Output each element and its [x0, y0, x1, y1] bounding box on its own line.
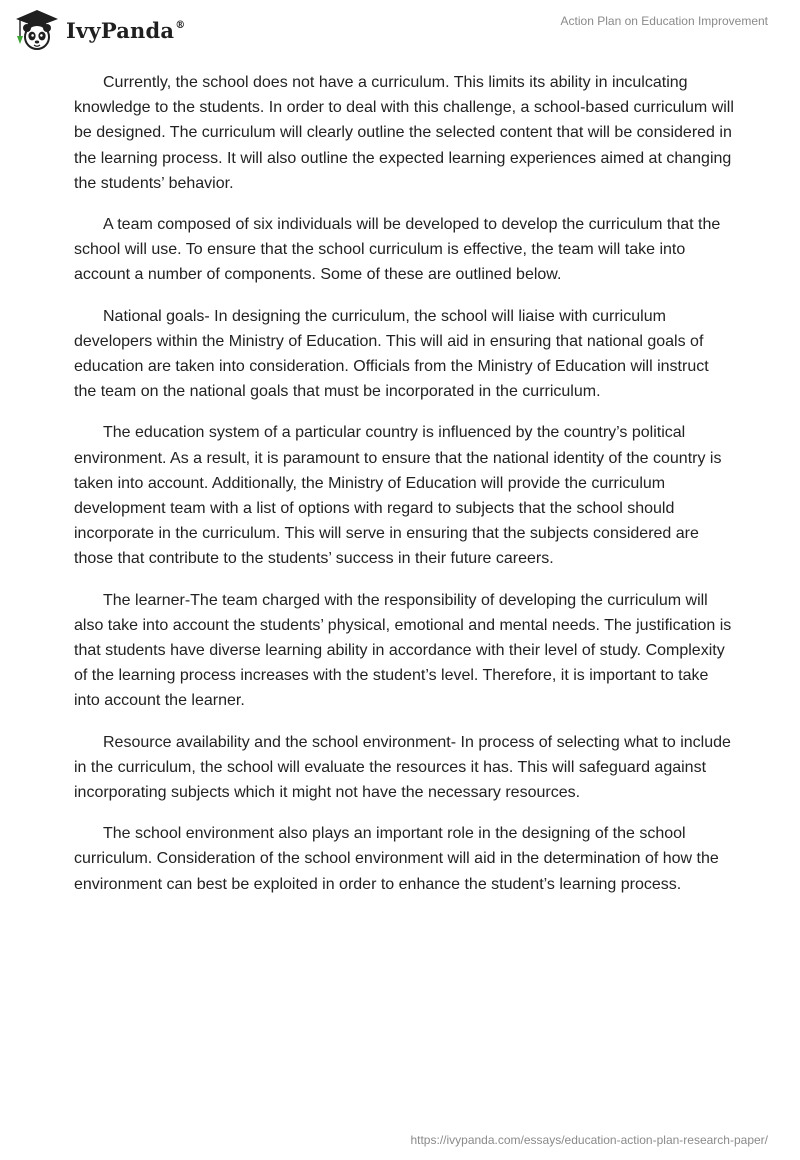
brand-name-text: IvyPanda — [66, 17, 175, 43]
panda-graduation-cap-icon — [14, 8, 60, 52]
paragraph: Resource availability and the school environment- In process of selecting what to include in the curriculum, the school will evaluate the resources it has. This will safeguard against incorporating subjects which it might not have the necessary resources. — [74, 733, 731, 802]
paragraph: The learner-The team charged with the responsibility of developing the curriculum will also take into account the students’ physical, emotional and mental needs. The justification is that students have diverse learning ability in accordance with their level of study. Complexity of the learning process increases with the student’s level. Therefore, it is important to take into account the learner. — [74, 591, 732, 710]
page-header — [0, 0, 800, 60]
paragraph: The school environment also plays an important role in the designing of the school curriculum. Consideration of the school environment will aid in the determination of how the environment can best be exploited in order to enhance the student’s learning process. — [74, 825, 719, 893]
document-title: Action Plan on Education Improvement — [560, 14, 768, 28]
paragraph: The education system of a particular country is influenced by the country’s political environment. As a result, it is paramount to ensure that the national identity of the country is taken into account. Additionally, the Ministry of Education will provide the curriculum development team with a list of options with regard to subjects that the school should incorporate in the curriculum. This will serve in ensuring that the subjects considered are those that contribute to the students’ success in their future careers. — [74, 424, 722, 568]
source-url-link[interactable]: https://ivypanda.com/essays/education-action-plan-research-paper/ — [410, 1133, 768, 1147]
paragraph: Currently, the school does not have a curriculum. This limits its ability in inculcating knowledge to the students. In order to deal with this challenge, a school-based curriculum will be designed. The curriculum will clearly outline the selected content that will be considered in the learning process. It will also outline the expected learning experiences aimed at changing the students’ behavior. — [74, 74, 734, 192]
essay-body — [74, 70, 734, 913]
paragraph: National goals- In designing the curriculum, the school will liaise with curriculum developers within the Ministry of Education. This will aid in ensuring that national goals of education are taken into consideration. Officials from the Ministry of Education will instruct the team on the national goals that must be incorporated in the curriculum. — [74, 307, 709, 401]
ivypanda-logo[interactable] — [14, 8, 185, 52]
registered-mark: ® — [175, 19, 186, 31]
brand-name — [66, 18, 185, 43]
paragraph: A team composed of six individuals will be developed to develop the curriculum that the school will use. To ensure that the school curriculum is effective, the team will take into account a number of components. Some of these are outlined below. — [74, 216, 721, 284]
